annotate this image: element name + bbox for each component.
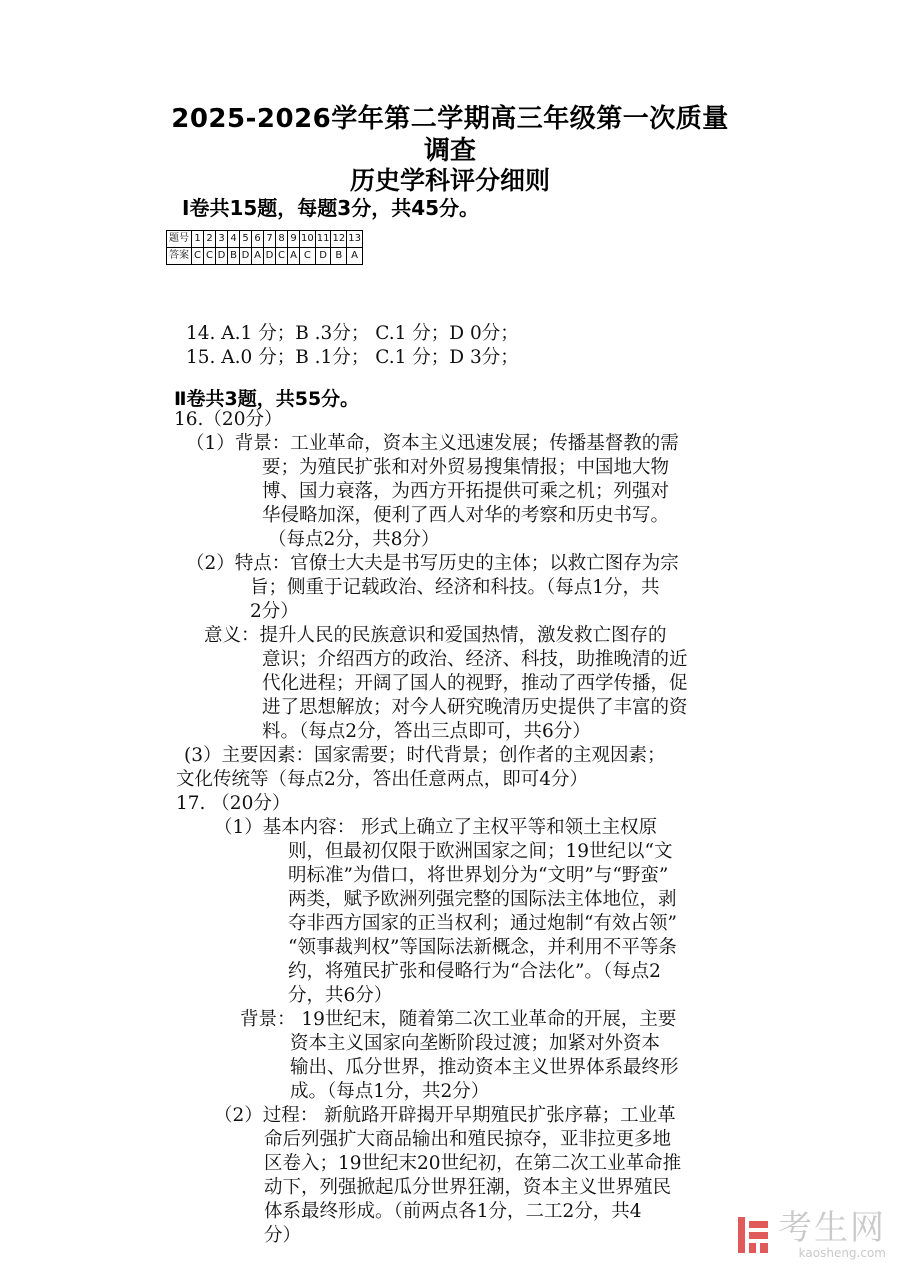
row-label-answer: 答案: [167, 248, 192, 265]
text-line: 成。（每点1分，共2分）: [290, 1081, 490, 1102]
row-label-question: 题号: [167, 231, 192, 248]
watermark-text: 考生网: [778, 1208, 886, 1248]
question-number: 3: [216, 231, 228, 248]
text-line: （2）过程： 新航路开辟揭开早期殖民扩张序幕；工业革: [214, 1105, 676, 1126]
text-line: 背景： 19世纪末，随着第二次工业革命的开展，主要: [240, 1009, 677, 1030]
text-line: 分，共6分）: [288, 985, 393, 1006]
text-line: 分）: [264, 1225, 302, 1246]
text-line: 区卷入；19世纪末20世纪初，在第二次工业革命推: [264, 1153, 682, 1174]
answer-cell: D: [315, 248, 331, 265]
question-number: 8: [276, 231, 288, 248]
section-1-heading: Ⅰ卷共15题，每题3分，共45分。: [182, 196, 480, 220]
text-line: 体系最终形成。（前两点各1分，二工2分，共4: [264, 1201, 642, 1222]
question-number: 6: [252, 231, 264, 248]
text-line: (3）主要因素：国家需要；时代背景；创作者的主观因素；: [184, 745, 666, 766]
text-line: 明标准”为借口，将世界划分为“文明”与“野蛮”: [288, 865, 669, 886]
question-number: 11: [315, 231, 331, 248]
text-line: 文化传统等（每点2分，答出任意两点，即可4分）: [176, 769, 589, 790]
section-2-heading: Ⅱ卷共3题，共55分。: [174, 388, 360, 410]
answer-table: [166, 230, 363, 265]
answer-cell: A: [288, 248, 300, 265]
answer-cell: C: [276, 248, 288, 265]
answer-cell: B: [228, 248, 240, 265]
answer-cell: D: [264, 248, 276, 265]
watermark-url: kaosheng.com: [798, 1246, 886, 1260]
text-line: “领事裁判权”等国际法新概念，并利用不平等条: [288, 937, 677, 958]
answer-cell: C: [300, 248, 316, 265]
question-number: 10: [300, 231, 316, 248]
text-line: （1）基本内容： 形式上确立了主权平等和领土主权原: [214, 817, 658, 838]
document-subtitle: 历史学科评分细则: [349, 166, 550, 195]
answer-cell: A: [347, 248, 363, 265]
text-line: 输出、瓜分世界，推动资本主义世界体系最终形: [290, 1057, 679, 1078]
answer-cell: B: [331, 248, 347, 265]
text-line: 则，但最初仅限于欧洲国家之间；19世纪以“文: [288, 841, 673, 862]
text-line: （1）背景：工业革命，资本主义迅速发展；传播基督教的需: [186, 433, 679, 454]
question-number: 7: [264, 231, 276, 248]
text-line: 要；为殖民扩张和对外贸易搜集情报；中国地大物: [262, 457, 670, 478]
answer-cell: C: [204, 248, 216, 265]
question-number: 13: [347, 231, 363, 248]
text-line: 约，将殖民扩张和侵略行为“合法化”。（每点2: [288, 961, 661, 982]
text-line: 博、国力衰落，为西方开拓提供可乘之机；列强对: [262, 481, 670, 502]
text-line: 华侵略加深，便利了西人对华的考察和历史书写。: [262, 505, 670, 526]
answer-cell: A: [252, 248, 264, 265]
question-number: 1: [192, 231, 204, 248]
watermark: [736, 1208, 886, 1260]
question-number: 2: [204, 231, 216, 248]
kaosheng-logo-icon: [736, 1215, 770, 1255]
text-line: 代化进程；开阔了国人的视野，推动了西学传播，促: [262, 673, 688, 694]
question-number: 9: [288, 231, 300, 248]
answer-cell: D: [240, 248, 252, 265]
answer-cell: D: [216, 248, 228, 265]
text-line: 意义：提升人民的民族意识和爱国热情，激发救亡图存的: [204, 625, 667, 646]
text-line: 料。（每点2分，答出三点即可，共6分）: [262, 721, 591, 742]
text-line: 进了思想解放；对今人研究晚清历史提供了丰富的资: [262, 697, 688, 718]
text-line: 旨；侧重于记载政治、经济和科技。（每点1分，共: [250, 577, 660, 598]
answer-cell: C: [192, 248, 204, 265]
text-line: （2）特点：官僚士大夫是书写历史的主体；以救亡图存为宗: [186, 553, 679, 574]
table-row-numbers: [167, 231, 363, 248]
text-line: 夺非西方国家的正当权利；通过炮制“有效占领”: [288, 913, 677, 934]
question-number: 4: [228, 231, 240, 248]
text-line: 17. （20分）: [176, 793, 291, 814]
text-line: 命后列强扩大商品输出和殖民掠夺，亚非拉更多地: [264, 1129, 672, 1150]
question-number: 12: [331, 231, 347, 248]
document-title-continued: 调查: [423, 136, 476, 166]
text-line: 两类，赋予欧洲列强完整的国际法主体地位，剥: [288, 889, 677, 910]
q15-scoring: 15. A.0 分；B .1分； C.1 分；D 3分；: [186, 347, 519, 368]
table-row-answers: [167, 248, 363, 265]
q14-scoring: 14. A.1 分；B .3分； C.1 分；D 0分；: [186, 323, 519, 344]
text-line: 意识；介绍西方的政治、经济、科技，助推晚清的近: [262, 649, 688, 670]
document-title: 2025-2026学年第二学期高三年级第一次质量: [171, 104, 729, 134]
text-line: 2分）: [250, 601, 299, 622]
text-line: 16.（20分）: [174, 409, 283, 430]
text-line: （每点2分，共8分）: [268, 529, 440, 550]
question-number: 5: [240, 231, 252, 248]
text-line: 动下，列强掀起瓜分世界狂潮，资本主义世界殖民: [264, 1177, 672, 1198]
text-line: 资本主义国家向垄断阶段过渡；加紧对外资本: [290, 1033, 661, 1054]
